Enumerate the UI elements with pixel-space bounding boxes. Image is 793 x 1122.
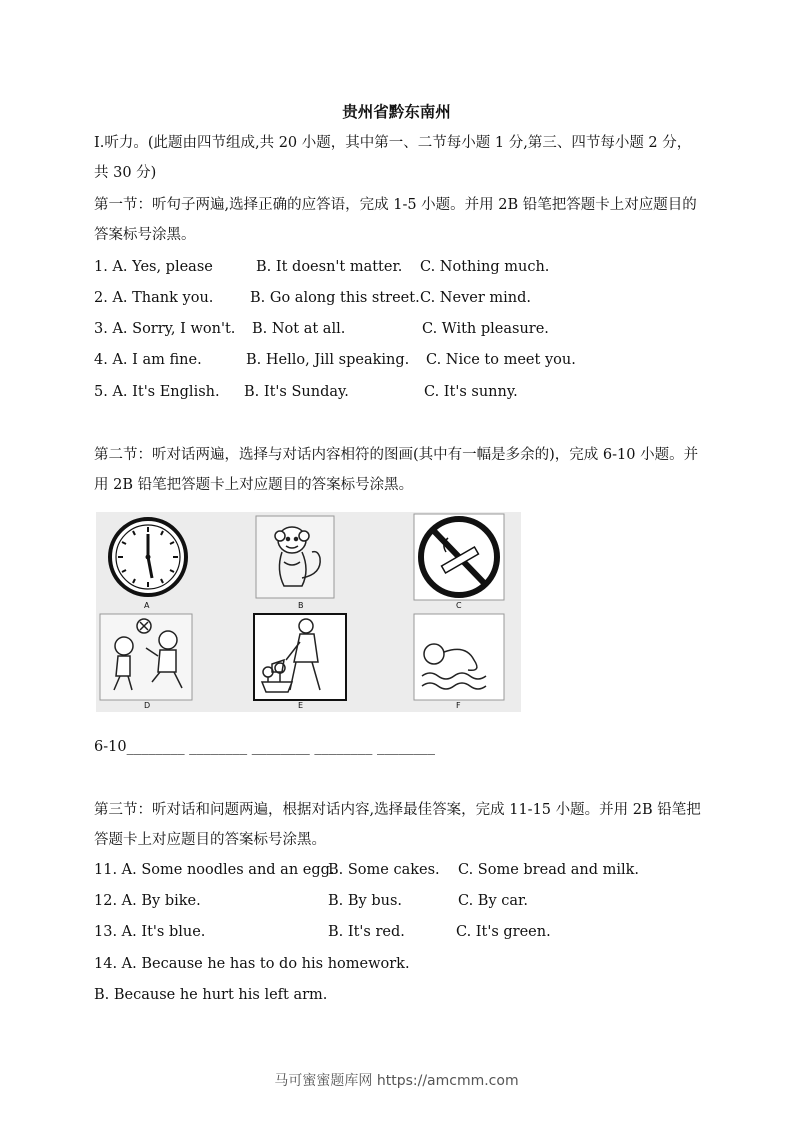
option-a: 3. A. Sorry, I won't.	[94, 321, 236, 337]
answer-blanks: 6-10________ ________ ________ ________ ________	[94, 739, 436, 755]
label-a: A	[144, 601, 150, 610]
swimming-picture	[414, 614, 504, 700]
part1-heading: I.听力。(此题由四节组成,共 20 小题，其中第一、二节每小题 1 分,第三、四节每小题 2 分，共 30 分)	[94, 135, 692, 181]
monkey-picture	[256, 516, 334, 598]
option-b: B. Not at all.	[252, 321, 346, 337]
option-b: B. By bus.	[328, 893, 403, 909]
option-a: 5. A. It's English.	[94, 384, 220, 400]
option-c: C. Never mind.	[420, 290, 531, 306]
section1-instruction: 第一节：听句子两遍,选择正确的应答语，完成 1-5 小题。并用 2B 铅笔把答题卡上对应题目的答案标号涂黑。	[94, 197, 697, 243]
option-a: 14. A. Because he has to do his homework.	[94, 956, 410, 972]
option-b: B. It's Sunday.	[244, 384, 349, 400]
option-b: B. Some cakes.	[328, 862, 440, 878]
option-b: B. Hello, Jill speaking.	[246, 352, 410, 368]
label-b: B	[298, 601, 304, 610]
no-smoking-picture	[414, 514, 504, 600]
label-c: C	[456, 601, 462, 610]
picture-grid	[96, 512, 521, 712]
option-a: 13. A. It's blue.	[94, 924, 206, 940]
clock-picture	[110, 519, 186, 595]
option-c: C. With pleasure.	[422, 321, 549, 337]
option-c: C. Nothing much.	[420, 259, 550, 275]
option-a: 11. A. Some noodles and an egg.	[94, 862, 335, 878]
page-title: 贵州省黔东南州	[342, 102, 451, 121]
option-c: C. It's green.	[456, 924, 551, 940]
option-c: C. Nice to meet you.	[426, 352, 576, 368]
option-c: C. It's sunny.	[424, 384, 518, 400]
option-a: 1. A. Yes, please	[94, 259, 213, 275]
option-b: B. Go along this street.	[250, 290, 420, 306]
option-b: B. It doesn't matter.	[256, 259, 403, 275]
option-c: C. Some bread and milk.	[458, 862, 640, 878]
label-f: F	[456, 701, 461, 710]
option-c: C. By car.	[458, 893, 528, 909]
section3-instruction: 第三节：听对话和问题两遍，根据对话内容,选择最佳答案，完成 11-15 小题。并用 2B 铅笔把答题卡上对应题目的答案标号涂黑。	[94, 802, 701, 848]
option-a: 2. A. Thank you.	[94, 290, 214, 306]
option-b: B. It's red.	[328, 924, 405, 940]
option-a: 12. A. By bike.	[94, 893, 201, 909]
footer-watermark: 马可蜜蜜题库网 https://amcmm.com	[274, 1073, 519, 1089]
label-d: D	[144, 701, 151, 710]
label-e: E	[298, 701, 304, 710]
option-a: 4. A. I am fine.	[94, 352, 202, 368]
option-b: B. Because he hurt his left arm.	[94, 987, 328, 1003]
watering-flowers-picture	[254, 614, 346, 700]
football-picture	[100, 614, 192, 700]
section2-instruction: 第二节：听对话两遍，选择与对话内容相符的图画(其中有一幅是多余的)，完成 6-10 小题。并用 2B 铅笔把答题卡上对应题目的答案标号涂黑。	[94, 447, 699, 493]
